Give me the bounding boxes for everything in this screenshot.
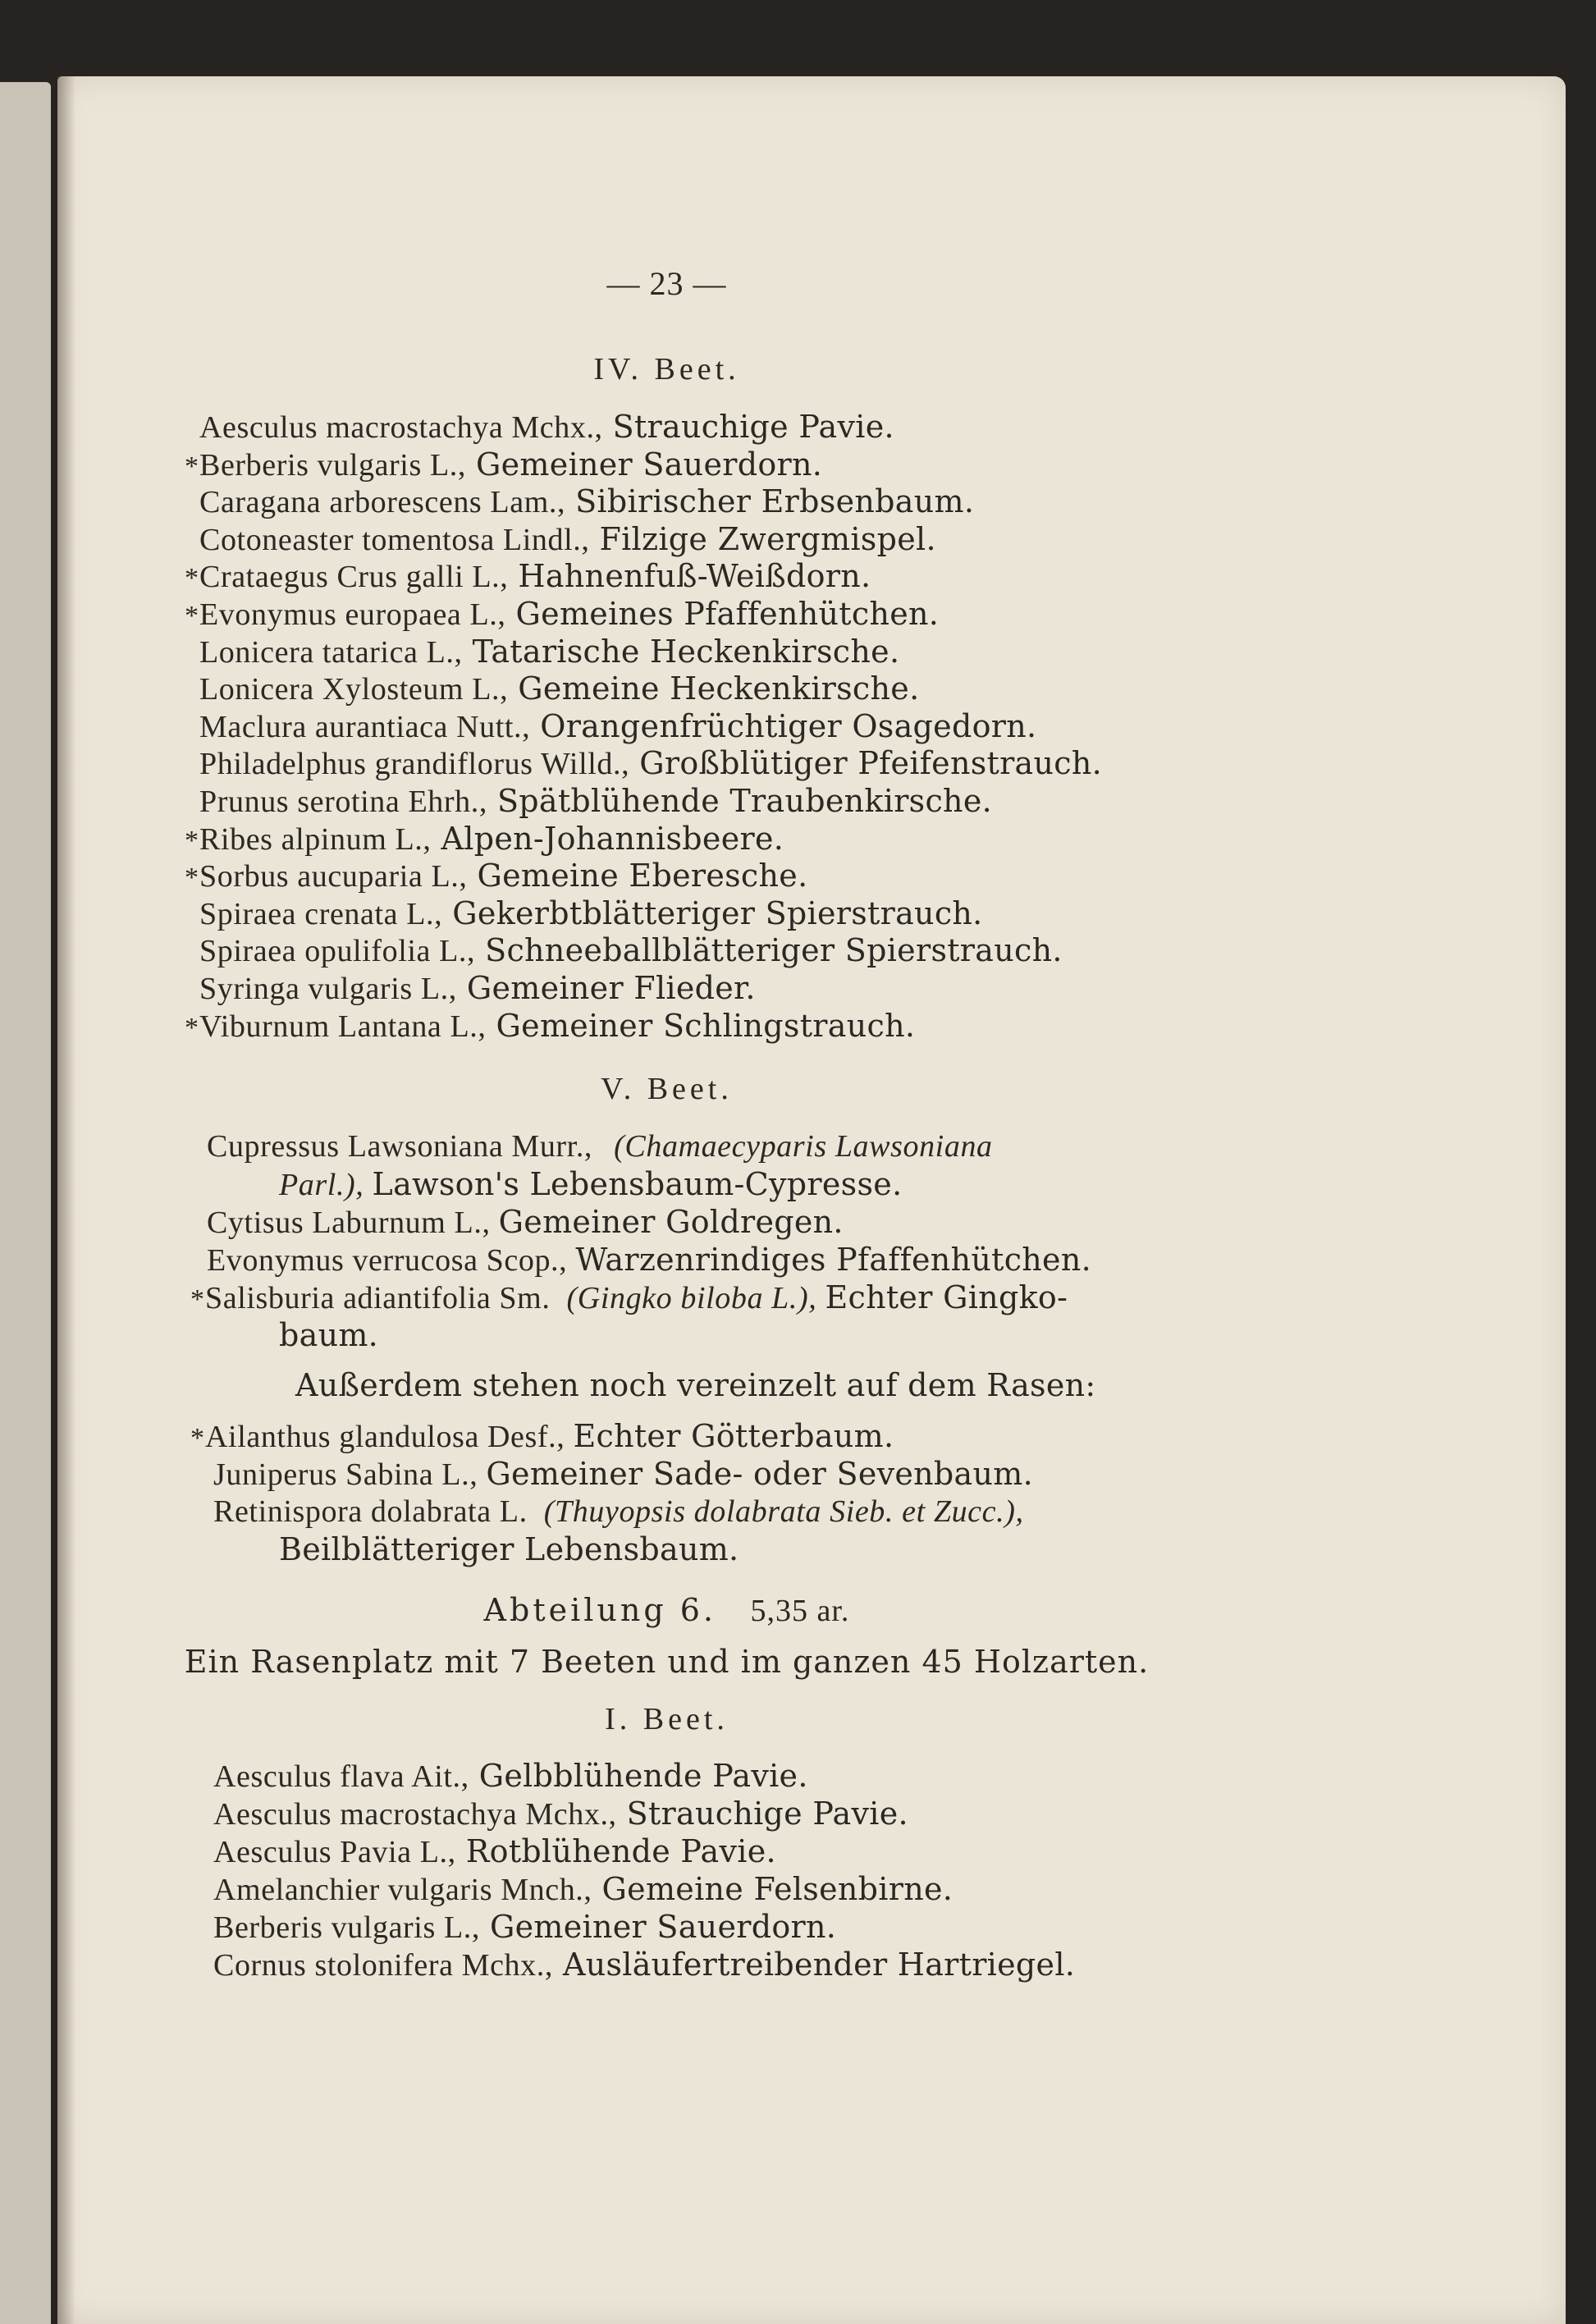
list-item [201,521,936,558]
german-name: Schneeballblätteriger Spierstrauch. [485,932,1063,969]
list-item-continuation: Parl.), Lawson's Lebensbaum-Cypresse. [279,1166,903,1202]
list-item: *Salisburia adiantifolia Sm. (Gingko biloba L.), Echter Gingko- [190,1279,1068,1315]
latin-name: Viburnum Lantana L., [199,1009,487,1044]
latin-name: Maclura aurantiaca Nutt., [199,709,531,744]
hardy-marker: * [185,1012,199,1043]
list-item [215,1909,836,1946]
list-item [185,558,871,595]
latin-name: Crataegus Crus galli L., [199,560,509,595]
list-item: Evonymus verrucosa Scop., Warzenrindiges Pfaffenhütchen. [207,1242,1091,1278]
list-item: Retinispora dolabrata L. (Thuyopsis dolabrata Sieb. et Zucc.), [213,1494,1024,1529]
german-name: Gemeine Felsenbirne. [601,1871,953,1907]
list-item [201,783,992,820]
german-name: Sibirischer Erbsenbaum. [575,483,975,520]
latin-name: Aesculus macrostachya Mchx., [213,1797,617,1832]
german-name: Orangenfrüchtiger Osagedorn. [540,707,1037,744]
list-item [185,1007,916,1045]
list-item: Cupressus Lawsoniana Murr., (Chamaecyparis Lawsoniana [207,1129,993,1164]
latin-name: Berberis vulgaris L., [213,1910,480,1945]
latin-name: Lonicera tatarica L., [199,634,463,670]
german-name: Gekerbtblätteriger Spierstrauch. [452,894,983,931]
hardy-marker: * [185,451,199,482]
list-item [185,858,808,894]
list-item: *Ailanthus glandulosa Desf., Echter Götterbaum. [190,1418,894,1454]
list-item: Cytisus Laburnum L., Gemeiner Goldregen. [207,1204,844,1240]
german-name: Gelbblühende Pavie. [478,1758,808,1794]
german-name: Hahnenfuß-Weißdorn. [518,558,871,595]
latin-name: Syringa vulgaris L., [199,972,457,1006]
german-name: Gemeiner Schlingstrauch. [496,1007,916,1044]
latin-name: Cornus stolonifera Mchx., [213,1948,553,1983]
list-item [201,409,894,446]
section-heading-abteilung: Abteilung 6. 5,35 ar. [483,1592,850,1628]
list-item [215,1947,1075,1983]
latin-name: Caragana arborescens Lam., [199,485,566,520]
section-heading-beet-1: I. Beet. [605,1702,729,1736]
german-name: Großblütiger Pfeifenstrauch. [639,745,1103,782]
list-item [185,820,784,858]
list-item [215,1833,776,1870]
german-name: Filzige Zwergmispel. [599,520,936,557]
latin-name: Berberis vulgaris L., [199,447,466,483]
latin-name: Aesculus macrostachya Mchx., [199,410,603,445]
list-item [201,932,1063,969]
latin-name: Lonicera Xylosteum L., [199,672,509,707]
list-item [201,745,1102,782]
latin-name: Aesculus flava Ait., [213,1759,469,1794]
rasen-note: Außerdem stehen noch vereinzelt auf dem Rasen: [295,1367,1096,1403]
german-name: Strauchige Pavie. [612,409,894,445]
abteilung-description: Ein Rasenplatz mit 7 Beeten und im ganzen 45 Holzarten. [184,1644,1150,1680]
list-item [201,970,756,1007]
latin-name: Ribes alpinum L., [199,821,432,857]
latin-name: Prunus serotina Ehrh., [199,785,487,819]
section-heading-beet-5: V. Beet. [601,1072,733,1106]
german-name: Gemeine Heckenkirsche. [518,670,920,707]
german-name: Rotblühende Pavie. [465,1833,776,1869]
latin-name: Sorbus aucuparia L., [199,859,468,894]
hardy-marker: * [185,601,199,631]
german-name: Gemeiner Sauerdorn. [489,1909,837,1945]
list-item [201,708,1036,745]
latin-name: Aesculus Pavia L., [213,1835,456,1869]
page-number: — 23 — [606,265,727,302]
german-name: Spätblühende Traubenkirsche. [496,783,992,819]
list-item [215,1796,908,1832]
list-item-continuation: Beilblätteriger Lebensbaum. [279,1531,739,1567]
german-name: Gemeine Eberesche. [477,858,808,894]
latin-name: Spiraea opulifolia L., [199,934,476,969]
german-name: Ausläufertreibender Hartriegel. [562,1947,1076,1983]
list-item [215,1758,808,1795]
german-name: Strauchige Pavie. [626,1796,908,1832]
list-item [185,596,940,633]
hardy-marker: * [185,825,199,856]
german-name: Gemeiner Sauerdorn. [475,446,823,483]
list-item-continuation: baum. [279,1317,379,1353]
latin-name: Evonymus europaea L., [199,597,506,632]
section-heading-beet-4: IV. Beet. [593,352,740,387]
list-item [201,634,899,670]
latin-name: Cotoneaster tomentosa Lindl., [199,522,590,557]
german-name: Alpen-Johannisbeere. [441,820,784,857]
list-item: Juniperus Sabina L., Gemeiner Sade- oder Sevenbaum. [213,1456,1034,1492]
list-item [215,1871,953,1908]
hardy-marker: * [185,862,199,894]
german-name: Gemeiner Flieder. [466,970,756,1006]
list-item [201,895,983,932]
latin-name: Spiraea crenata L., [199,896,443,931]
list-item [201,670,919,707]
german-name: Tatarische Heckenkirsche. [472,633,900,670]
list-item [201,483,974,520]
latin-name: Philadelphus grandiflorus Willd., [199,747,630,782]
german-name: Gemeines Pfaffenhütchen. [515,596,940,632]
list-item [185,446,823,483]
latin-name: Amelanchier vulgaris Mnch., [213,1873,592,1907]
hardy-marker: * [185,563,199,594]
